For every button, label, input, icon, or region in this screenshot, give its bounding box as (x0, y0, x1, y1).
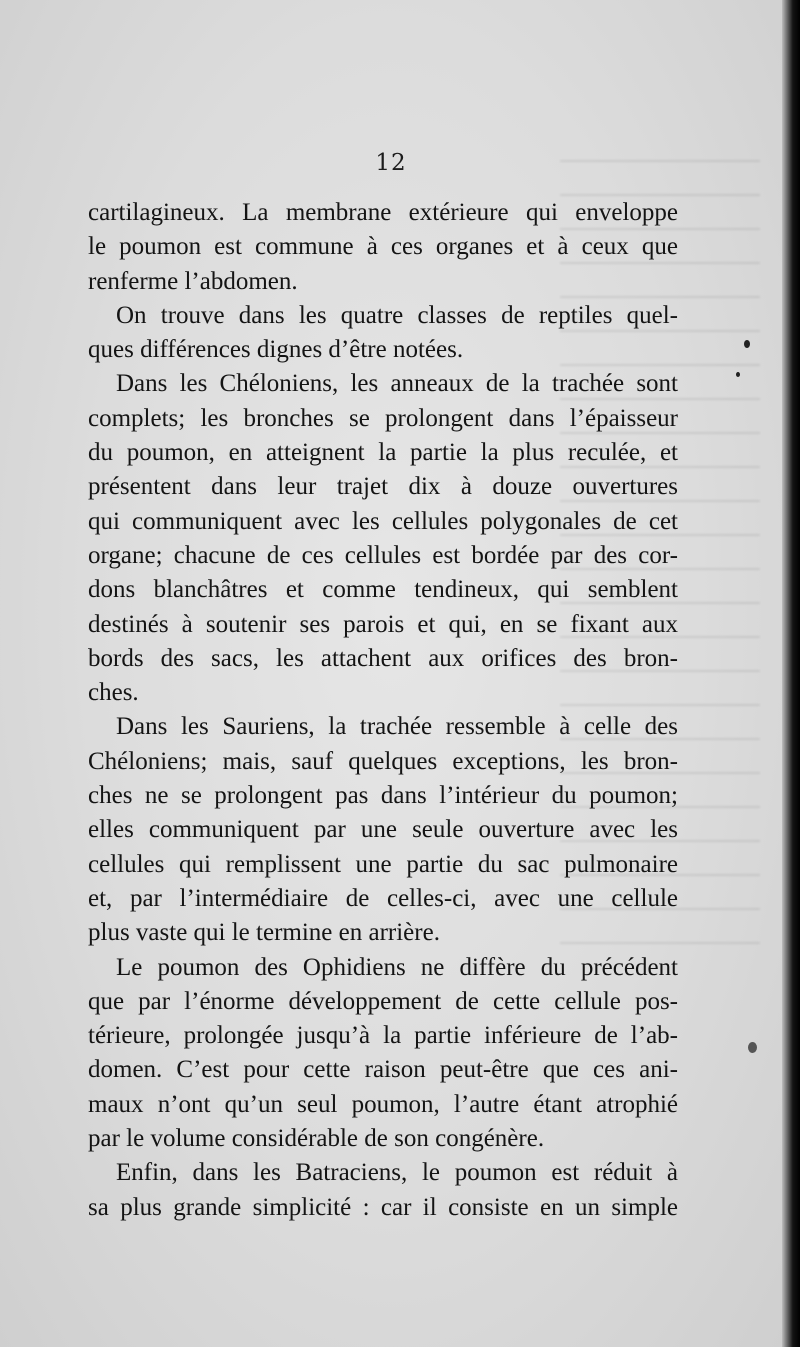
text-line: bords des sacs, les attachent aux orifices des bron- (88, 644, 678, 672)
text-line: domen. C’est pour cette raison peut-être que ces ani- (88, 1056, 678, 1084)
text-line: Enfin, dans les Batraciens, le poumon est réduit à (116, 1159, 678, 1187)
text-line: du poumon, en atteignent la partie la plus reculée, et (88, 439, 678, 467)
ink-speck (744, 340, 750, 348)
text-line: cellules qui remplissent une partie du sac pulmonaire (88, 850, 678, 878)
ink-speck (736, 372, 740, 377)
text-line: qui communiquent avec les cellules polygonales de cet (88, 507, 678, 535)
text-line: renferme l’abdomen. (88, 267, 298, 295)
text-line: présentent dans leur trajet dix à douze ouvertures (88, 473, 678, 501)
text-line: elles communiquent par une seule ouverture avec les (88, 816, 678, 844)
text-line: complets; les bronches se prolongent dans l’épaisseur (88, 404, 678, 432)
text-line: par le volume considérable de son congénère. (88, 1125, 545, 1153)
page-number: 12 (375, 150, 407, 176)
text-line: sa plus grande simplicité : car il consiste en un simple (88, 1193, 678, 1221)
text-line: Dans les Sauriens, la trachée ressemble à celle des (116, 713, 678, 741)
text-line: cartilagineux. La membrane extérieure qui enveloppe (88, 199, 678, 226)
text-line: Chéloniens; mais, sauf quelques exceptions, les bron- (88, 747, 678, 775)
text-line: Le poumon des Ophidiens ne diffère du précédent (116, 953, 678, 981)
text-line: organe; chacune de ces cellules est bordée par des cor- (88, 541, 678, 569)
text-line: dons blanchâtres et comme tendineux, qui semblent (88, 576, 678, 604)
text-line: que par l’énorme développement de cette cellule pos- (88, 987, 678, 1015)
text-line: maux n’ont qu’un seul poumon, l’autre étant atrophié (88, 1090, 678, 1118)
text-line: plus vaste qui le termine en arrière. (88, 919, 440, 947)
ink-speck (748, 1042, 757, 1053)
text-line: Dans les Chéloniens, les anneaux de la trachée sont (116, 370, 678, 398)
text-line: térieure, prolongée jusqu’à la partie inférieure de l’ab- (88, 1022, 678, 1050)
text-line: On trouve dans les quatre classes de reptiles quel- (116, 301, 678, 329)
page-edge-shadow (782, 0, 800, 1347)
text-line: ques différences dignes d’être notées. (88, 336, 464, 364)
text-line: et, par l’intermédiaire de celles-ci, avec une cellule (88, 884, 678, 912)
text-line: destinés à soutenir ses parois et qui, en se fixant aux (88, 610, 678, 638)
text-line: ches. (88, 679, 139, 707)
text-line: ches ne se prolongent pas dans l’intérieur du poumon; (88, 782, 678, 810)
text-line: le poumon est commune à ces organes et à ceux que (88, 233, 678, 261)
body-text (88, 196, 678, 1225)
